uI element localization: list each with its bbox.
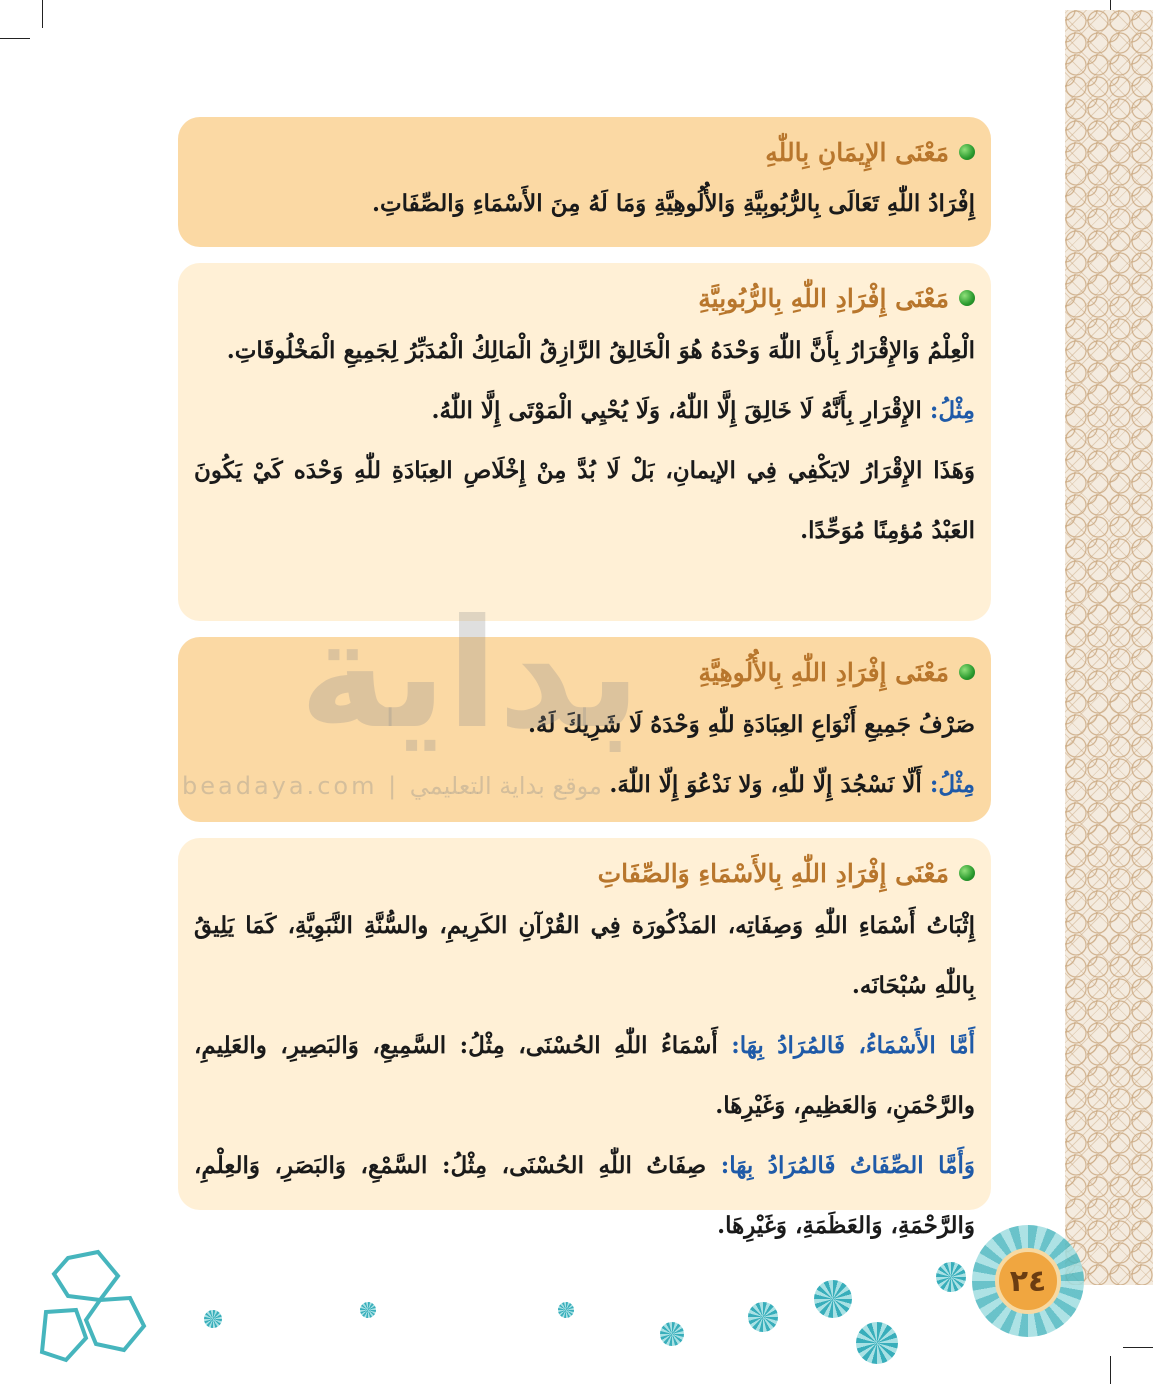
names-label: أَمَّا الأَسْمَاءُ، فَالمُرَادُ بِهَا: bbox=[731, 1032, 975, 1059]
section-card-rububiyyah bbox=[178, 263, 991, 621]
rosette-dot-icon bbox=[660, 1322, 684, 1346]
section-body: صَرْفُ جَمِيعِ أَنْوَاعِ العِبَادَةِ للّٰهِ وَحْدَهُ لَا شَرِيكَ لَهُ. bbox=[528, 711, 975, 738]
rosette-dot-icon bbox=[814, 1280, 852, 1318]
page-number: ٢٤ bbox=[995, 1248, 1061, 1314]
section-title bbox=[194, 850, 975, 896]
attributes-label: وَأَمَّا الصِّفَاتُ فَالمُرَادُ بِهَا: bbox=[720, 1152, 975, 1179]
bullet-icon bbox=[959, 664, 975, 680]
example-line bbox=[194, 755, 975, 815]
example-line bbox=[194, 381, 975, 441]
rosette-dot-icon bbox=[558, 1302, 574, 1318]
section-title-text: مَعْنَى إِفْرَادِ اللّٰهِ بِالأُلُوهِيَّةِ bbox=[698, 657, 949, 687]
rosette-dot-icon bbox=[748, 1302, 778, 1332]
section-title bbox=[194, 129, 975, 175]
example-text: الإِقْرَارِ بِأَنَّهُ لَا خَالِقَ إِلَّا اللّٰهُ، وَلَا يُحْيِي الْمَوْتَى إِلَّا اللّٰهُ. bbox=[431, 397, 922, 424]
section-body: إِفْرَادُ اللّٰهِ تَعَالَى بِالرُّبُوبِيَّةِ وَالأُلُوهِيَّةِ وَمَا لَهُ مِنَ الأَسْمَاءِ وَالصِّفَاتِ. bbox=[371, 190, 975, 217]
watermark-logo: بداية bbox=[299, 588, 641, 762]
section-card-asma-sifat bbox=[178, 838, 991, 1239]
decorative-border bbox=[1065, 10, 1153, 1285]
rosette-dot-icon bbox=[204, 1310, 222, 1328]
section-card-uluhiyyah bbox=[178, 637, 991, 822]
names-line bbox=[194, 1016, 975, 1136]
attributes-text: صِفَاتُ اللّٰهِ الحُسْنَى، مِثْلُ: السَّمْعِ، وَالبَصَرِ، وَالعِلْمِ، وَالرَّحْمَةِ، وَالعَظَمَةِ، وَغَيْرِهَا. bbox=[194, 1152, 975, 1239]
attributes-line bbox=[194, 1136, 975, 1256]
crop-mark bbox=[0, 38, 30, 39]
rosette-dot-icon bbox=[856, 1322, 898, 1364]
section-title bbox=[194, 649, 975, 695]
names-text: أَسْمَاءُ اللّٰهِ الحُسْنَى، مِثْلُ: السَّمِيعِ، وَالبَصِيرِ، والعَلِيمِ، والرَّحْمَنِ، وَالعَظِيمِ، وَغَيْرِهَا. bbox=[194, 1032, 975, 1119]
rosette-dot-icon bbox=[360, 1302, 376, 1318]
section-card-iman bbox=[178, 117, 991, 247]
example-text: أَلّا نَسْجُدَ إِلّا للّٰهِ، وَلا نَدْعُوَ إِلّا اللّٰهَ. bbox=[609, 771, 922, 798]
section-note: وَهَذَا الإِقْرَارُ لايَكْفِي فِي الإيمانِ، بَلْ لَا بُدَّ مِنْ إِخْلَاصِ العِبَادَةِ للّٰهِ وَحْدَه كَيْ يَكُونَ العَبْدُ مُؤمِنًا مُوَحِّدًا. bbox=[194, 457, 975, 544]
example-label: مِثْلُ: bbox=[929, 397, 975, 424]
example-label: مِثْلُ: bbox=[929, 771, 975, 798]
geometric-ornament-icon bbox=[38, 1248, 150, 1378]
section-title-text: مَعْنَى إِفْرَادِ اللّٰهِ بِالأَسْمَاءِ وَالصِّفَاتِ bbox=[597, 858, 949, 888]
section-body: الْعِلْمُ وَالإِقْرَارُ بِأَنَّ اللّٰهَ وَحْدَهُ هُوَ الْخَالِقُ الرَّازِقُ الْمَالِكُ الْمُدَبِّرُ لِجَمِيعِ الْمَخْلُوقَاتِ. bbox=[226, 337, 975, 364]
section-body: إِثْبَاتُ أَسْمَاءِ اللّٰهِ وَصِفَاتِه، المَذْكُورَة فِي القُرْآنِ الكَرِيمِ، والسُّنَّةِ النَّبَوِيَّةِ، كَمَا يَلِيقُ بِاللّٰهِ سُبْحَانَه. bbox=[194, 912, 975, 999]
section-title bbox=[194, 275, 975, 321]
bullet-icon bbox=[959, 290, 975, 306]
crop-mark bbox=[1123, 1347, 1153, 1348]
watermark-subtext: beadaya.com | موقع بداية التعليمي bbox=[182, 772, 602, 800]
section-title-text: مَعْنَى الإِيمَانِ بِاللّٰهِ bbox=[765, 137, 949, 167]
section-title-text: مَعْنَى إِفْرَادِ اللّٰهِ بِالرُّبُوبِيَّةِ bbox=[698, 283, 949, 313]
bullet-icon bbox=[959, 865, 975, 881]
bullet-icon bbox=[959, 144, 975, 160]
crop-mark bbox=[42, 0, 43, 28]
rosette-dot-icon bbox=[936, 1262, 966, 1292]
crop-mark bbox=[1110, 1356, 1111, 1384]
